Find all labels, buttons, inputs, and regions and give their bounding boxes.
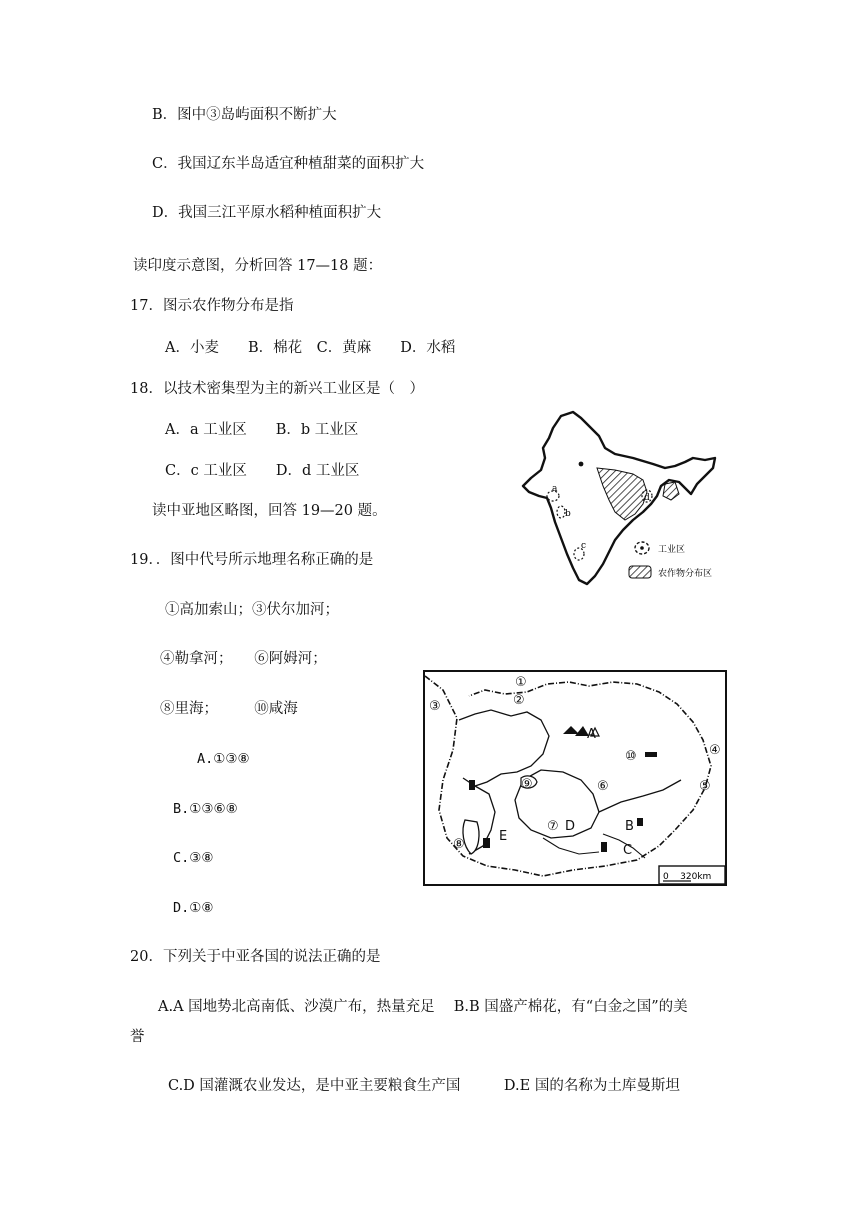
question-20-options-ab: A.A 国地势北高南低、沙漠广布，热量充足 B.B 国盛产棉花，有“白金之国”的美 [158, 999, 688, 1015]
india-map [515, 408, 745, 594]
central-asia-intro: 读中亚地区略图，回答 19—20 题。 [152, 503, 387, 519]
map-scale: 0 320km [663, 872, 712, 882]
question-18-options-cd: C．c 工业区 D．d 工业区 [165, 463, 360, 479]
question-20-options-ab-wrap: 誉 [130, 1029, 145, 1045]
question-19-option-a: A.①③⑧ [197, 751, 250, 767]
label-1: ① [515, 675, 527, 690]
question-19-option-b: B.①③⑥⑧ [173, 801, 238, 817]
point-d: d [644, 493, 650, 503]
label-2: ② [513, 693, 525, 708]
india-intro: 读印度示意图，分析回答 17—18 题： [133, 258, 383, 274]
question-19: 19．．图中代号所示地理名称正确的是 [130, 552, 374, 568]
question-19-item-3: ⑧里海； ⑩咸海 [160, 701, 298, 717]
question-17-options: A．小麦 B．棉花 C．黄麻 D．水稻 [165, 340, 456, 356]
question-20: 20．下列关于中亚各国的说法正确的是 [130, 949, 381, 965]
label-D: D [565, 819, 576, 834]
legend-crop: 农作物分布区 [658, 569, 713, 579]
label-8: ⑧ [453, 837, 465, 852]
question-19-option-d: D.①⑧ [173, 900, 214, 916]
point-a: a [552, 484, 558, 494]
central-asia-map [423, 670, 729, 888]
label-9: ⑨ [521, 777, 533, 792]
label-E: E [499, 829, 508, 844]
option-d-line: D．我国三江平原水稻种植面积扩大 [152, 205, 382, 221]
question-19-option-c: C.③⑧ [173, 850, 214, 866]
option-b-line: B．图中③岛屿面积不断扩大 [152, 107, 337, 123]
label-6: ⑥ [597, 779, 609, 794]
crop-region-east [663, 482, 679, 500]
label-3: ③ [429, 699, 441, 714]
option-c-line: C．我国辽东半岛适宜种植甜菜的面积扩大 [152, 156, 425, 172]
legend-industrial: 工业区 [658, 545, 686, 555]
label-5: ⑤ [699, 779, 711, 794]
label-B: B [625, 819, 634, 834]
question-19-item-2: ④勒拿河； ⑥阿姆河； [160, 651, 327, 667]
question-17: 17．图示农作物分布是指 [130, 298, 294, 314]
question-18-options-ab: A．a 工业区 B．b 工业区 [165, 422, 359, 438]
question-18: 18．以技术密集型为主的新兴工业区是（ ） [130, 381, 424, 397]
label-A: A [587, 727, 596, 742]
point-b: b [565, 509, 571, 519]
point-c: c [581, 541, 587, 551]
question-20-options-cd: C.D 国灌溉农业发达，是中亚主要粮食生产国 D.E 国的名称为土库曼斯坦 [168, 1078, 680, 1094]
label-4: ④ [709, 743, 721, 758]
question-19-item-1: ①高加索山；③伏尔加河； [165, 602, 339, 618]
label-7: ⑦ [547, 819, 559, 834]
label-C: C [623, 843, 633, 858]
label-10: ⑩ [625, 749, 637, 764]
